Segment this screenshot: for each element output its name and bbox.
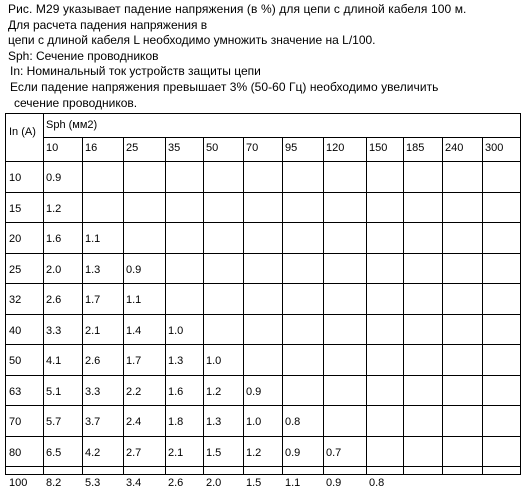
voltage-drop-cell: 2.0	[46, 264, 62, 276]
section-column-divider	[482, 137, 483, 474]
voltage-drop-cell: 1.1	[285, 477, 301, 489]
voltage-drop-cell: 0.9	[285, 447, 301, 459]
in-value: 63	[9, 386, 22, 398]
voltage-drop-cell: 0.9	[46, 172, 62, 184]
section-header: 35	[168, 142, 181, 154]
caption-text	[8, 2, 523, 111]
in-value: 25	[9, 264, 22, 276]
row-divider	[6, 375, 520, 376]
section-column-divider	[123, 137, 124, 474]
voltage-drop-cell: 5.7	[46, 416, 62, 428]
voltage-drop-cell: 1.1	[85, 233, 101, 245]
header-divider	[6, 161, 520, 162]
caption-line-6: Если падение напряжения превышает 3% (50-60 Гц) необходимо увеличить	[10, 79, 439, 94]
in-value: 32	[9, 294, 22, 306]
section-column-divider	[203, 137, 204, 474]
in-value: 15	[9, 203, 22, 215]
row-divider	[6, 405, 520, 406]
voltage-drop-cell: 1.0	[206, 355, 222, 367]
voltage-drop-cell: 1.2	[246, 447, 262, 459]
voltage-drop-cell: 0.9	[246, 386, 262, 398]
caption-line-5: In: Номинальный ток устройств защиты цепи	[10, 64, 261, 79]
row-divider	[6, 283, 520, 284]
section-column-divider	[403, 137, 404, 474]
voltage-drop-cell: 2.1	[85, 325, 101, 337]
sph-header: Sph (мм2)	[46, 119, 98, 131]
in-value: 40	[9, 325, 22, 337]
voltage-drop-cell: 2.4	[126, 416, 142, 428]
voltage-drop-cell: 3.4	[126, 477, 142, 489]
row-divider	[6, 192, 520, 193]
in-value: 100	[9, 477, 28, 489]
voltage-drop-cell: 1.0	[246, 416, 262, 428]
voltage-drop-cell: 8.2	[46, 477, 62, 489]
voltage-drop-cell: 1.6	[168, 386, 184, 398]
voltage-drop-cell: 1.3	[168, 355, 184, 367]
row-divider	[6, 436, 520, 437]
voltage-drop-cell: 4.1	[46, 355, 62, 367]
voltage-drop-cell: 5.3	[85, 477, 101, 489]
voltage-drop-cell: 3.7	[85, 416, 101, 428]
section-column-divider	[366, 137, 367, 474]
voltage-drop-cell: 1.5	[206, 447, 222, 459]
voltage-drop-cell: 2.7	[126, 447, 142, 459]
in-value: 70	[9, 416, 22, 428]
section-column-divider	[82, 137, 83, 474]
row-divider	[6, 253, 520, 254]
voltage-drop-cell: 3.3	[85, 386, 101, 398]
caption-line-4: Sph: Сечение проводников	[8, 48, 159, 63]
in-value: 80	[9, 447, 22, 459]
section-column-divider	[282, 137, 283, 474]
section-column-divider	[165, 137, 166, 474]
voltage-drop-cell: 2.6	[85, 355, 101, 367]
voltage-drop-cell: 0.7	[326, 447, 342, 459]
caption-line-3: цепи с длиной кабеля L необходимо умножить значение на L/100.	[8, 33, 376, 48]
caption-line-7: сечение проводников.	[14, 95, 138, 110]
in-column-divider	[43, 114, 44, 474]
voltage-drop-cell: 2.1	[168, 447, 184, 459]
voltage-drop-cell: 1.4	[126, 325, 142, 337]
voltage-drop-cell: 2.6	[46, 294, 62, 306]
voltage-drop-cell: 0.8	[369, 477, 385, 489]
row-divider	[6, 344, 520, 345]
voltage-drop-cell: 0.9	[126, 264, 142, 276]
in-value: 20	[9, 233, 22, 245]
section-header: 10	[46, 142, 59, 154]
voltage-drop-cell: 1.2	[206, 386, 222, 398]
section-column-divider	[442, 137, 443, 474]
section-header: 50	[206, 142, 219, 154]
voltage-drop-cell: 1.3	[85, 264, 101, 276]
in-value: 50	[9, 355, 22, 367]
voltage-drop-cell: 2.2	[126, 386, 142, 398]
row-divider	[6, 314, 520, 315]
section-header: 300	[485, 142, 504, 154]
voltage-drop-cell: 2.6	[168, 477, 184, 489]
voltage-drop-cell: 1.5	[246, 477, 262, 489]
voltage-drop-cell: 6.5	[46, 447, 62, 459]
caption-line-2: Для расчета падения напряжения в	[8, 17, 208, 32]
row-divider	[6, 222, 520, 223]
voltage-drop-cell: 2.0	[206, 477, 222, 489]
section-header: 70	[246, 142, 259, 154]
section-header: 240	[445, 142, 464, 154]
voltage-drop-cell: 0.9	[326, 477, 342, 489]
voltage-drop-cell: 1.2	[46, 203, 62, 215]
caption-line-1: Рис. M29 указывает падение напряжения (в %) для цепи с длиной кабеля 100 м.	[8, 2, 467, 16]
in-value: 10	[9, 172, 22, 184]
voltage-drop-cell: 3.3	[46, 325, 62, 337]
section-header: 25	[126, 142, 139, 154]
in-header: In (A)	[9, 126, 36, 138]
voltage-drop-cell: 4.2	[85, 447, 101, 459]
row-divider	[6, 466, 520, 467]
voltage-drop-cell: 1.3	[206, 416, 222, 428]
voltage-drop-cell: 0.8	[285, 416, 301, 428]
voltage-drop-cell: 1.7	[85, 294, 101, 306]
section-column-divider	[323, 137, 324, 474]
section-header: 150	[369, 142, 388, 154]
section-column-divider	[243, 137, 244, 474]
voltage-drop-table	[5, 113, 521, 489]
voltage-drop-cell: 1.0	[168, 325, 184, 337]
voltage-drop-cell: 1.7	[126, 355, 142, 367]
voltage-drop-cell: 1.8	[168, 416, 184, 428]
voltage-drop-cell: 1.1	[126, 294, 142, 306]
voltage-drop-cell: 5.1	[46, 386, 62, 398]
section-header: 95	[285, 142, 298, 154]
sph-header-divider	[43, 137, 520, 138]
section-header: 16	[85, 142, 98, 154]
voltage-drop-cell: 1.6	[46, 233, 62, 245]
section-header: 120	[326, 142, 345, 154]
section-header: 185	[406, 142, 425, 154]
